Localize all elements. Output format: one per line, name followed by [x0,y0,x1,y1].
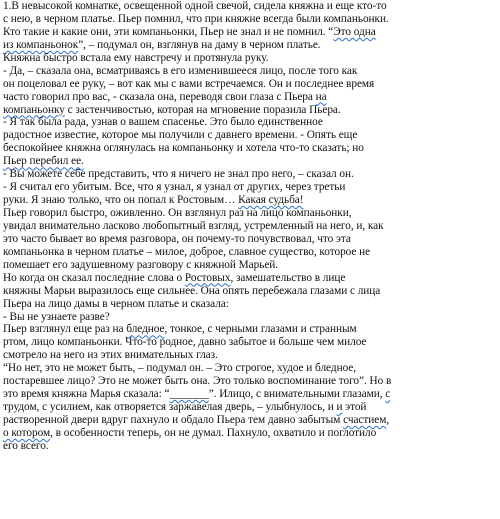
text-line [3,285,497,298]
spellcheck-flagged-text[interactable]: Какая судьба! [238,194,304,207]
text-line [3,13,497,26]
text-line [3,207,497,220]
text-run: “Но нет, это не может быть, – подумал он. – Это строгое, худое и бледное, [3,362,357,375]
text-line [3,91,497,104]
text-run: ”, – подумал он, взглянув на даму в черном платье. [78,38,321,51]
text-run: Пьера на лицо дамы в черном платье и сказала: [3,297,229,310]
text-run: компаньонка в черном платье – милое, доброе, славное существо, которое не [3,245,371,258]
text-line [3,362,497,375]
text-run: княжны Марьи выразилось еще сильнее. Она опять перебежала глазами с лица [3,284,381,297]
text-run: , тонкое, с черными глазами и странным [164,323,357,336]
text-line [3,52,497,65]
text-line [3,233,497,246]
text-line [3,39,497,52]
text-line [3,298,497,311]
text-run: Княжна быстро встала ему навстречу и протянула руку. [3,51,269,64]
text-line [3,181,497,194]
spellcheck-flagged-text[interactable]: и [336,401,343,414]
spellcheck-flagged-text[interactable]: _______ [169,388,209,401]
text-line [3,155,497,168]
text-run: , в особенности теперь, он не думал. Пахнуло, охватило и поглотило [50,426,377,439]
text-line [3,388,497,401]
text-run: с застенчивостью, которая на мгновение поразила Пьера. [64,103,341,116]
text-run: , [386,414,390,426]
text-line [3,349,497,362]
text-run: с нею, в черном платье. Пьер помнил, что при княжне всегда были компаньонки. [3,12,389,25]
text-run: - Вы можете себе представить, что я ничего не знал про него, – сказал он. [3,168,354,181]
text-line [3,336,497,349]
text-run: радостное известие, которое мы получили с давнего времени. - Опять еще [3,129,358,142]
text-run: - Я так была рада, узнав о вашем спасенье. Это было единственное [3,116,323,129]
text-run: ”. Илицо, с внимательными глазами, [208,388,386,401]
text-line [3,375,497,388]
spellcheck-flagged-text[interactable]: Ростовых [184,271,231,284]
spellcheck-flagged-text[interactable]: бледное [126,323,165,336]
text-line [3,401,497,414]
text-line [3,440,497,453]
text-run: Пьер взглянул еще раз на [3,323,127,336]
text-run: - Вы не узнаете разве? [3,310,110,323]
spellcheck-flagged-text[interactable]: счастием [343,414,387,426]
text-run: - Я считал его убитым. Все, что я узнал, я узнал от других, через третьи [3,181,346,194]
text-run: увидал внимательно ласково любопытный взгляд, устремленный на него, и, как [3,219,384,232]
text-line [3,246,497,259]
text-run: часто говорил про вас, - сказала она, переводя свои глаза с Пьера [3,90,316,103]
text-run: , замешательство в лице [230,271,346,284]
text-line [3,65,497,78]
spellcheck-flagged-text[interactable]: из компаньонок [3,38,79,51]
text-run: 1.В невысокой комнатке, освещенной одной свечой, сидела княжна и еще кто-то [3,0,387,12]
document-page [3,0,497,519]
text-line [3,104,497,117]
text-run: смотрело на него из этих внимательных глаз. [3,349,218,362]
text-run: его всего. [3,439,49,452]
text-line [3,220,497,233]
text-run: Но когда он сказал последние слова о [3,271,185,284]
text-run: Кто такие и какие они, эти компаньонки, Пьер не знал и не помнил. “ [3,25,334,38]
spellcheck-flagged-text[interactable]: на [315,90,327,103]
text-line [3,272,497,285]
text-line [3,259,497,272]
text-line [3,194,497,207]
text-line [3,116,497,129]
text-run: - Да, – сказала она, всматриваясь в его изменившееся лицо, после того как [3,64,358,77]
text-run: руки. Я знаю только, что он попал к Ростовым… [3,194,239,207]
text-run: это время княжна Марья сказала: “ [3,388,170,401]
text-line [3,129,497,142]
text-run: трудом, с усилием, как отворяется заржавелая дверь, – улыбнулось, и [3,401,337,414]
spellcheck-flagged-text[interactable]: о котором [3,426,51,439]
text-line [3,142,497,155]
spellcheck-flagged-text[interactable]: Это одна [333,25,376,38]
text-line [3,26,497,39]
text-run: растворенной двери вдруг пахнуло и обдало Пьера тем давно забытым [3,414,344,426]
spellcheck-flagged-text[interactable]: с [385,388,391,401]
text-line [3,427,497,440]
text-line [3,0,497,13]
text-line [3,414,497,427]
text-run: беспокойнее княжна оглянулась на компаньонку и хотела что-то сказать; но [3,142,364,155]
text-line [3,168,497,181]
text-run: это часто бывает во время разговора, он почему-то почувствовал, что эта [3,232,351,245]
spellcheck-flagged-text[interactable]: Пьер перебил ее. [3,155,84,168]
text-line [3,323,497,336]
text-run: ртом, лицо компаньонки. Что-то родное, давно забытое и больше чем милое [3,336,367,349]
text-run: этой [342,401,367,414]
spellcheck-flagged-text[interactable]: компаньонку [3,103,65,116]
text-run: Пьер говорил быстро, оживленно. Он взглянул раз на лицо компаньонки, [3,207,352,219]
text-line [3,311,497,324]
text-run: помешает его задушевному разговору с княжной Марьей. [3,258,279,271]
text-run: он поцеловал ее руку, – вот как мы с вами встречаемся. Он и последнее время [3,77,375,90]
text-run: постаревшее лицо? Это не может быть она. Это только воспоминание того”. Но в [3,375,392,388]
text-line [3,78,497,91]
